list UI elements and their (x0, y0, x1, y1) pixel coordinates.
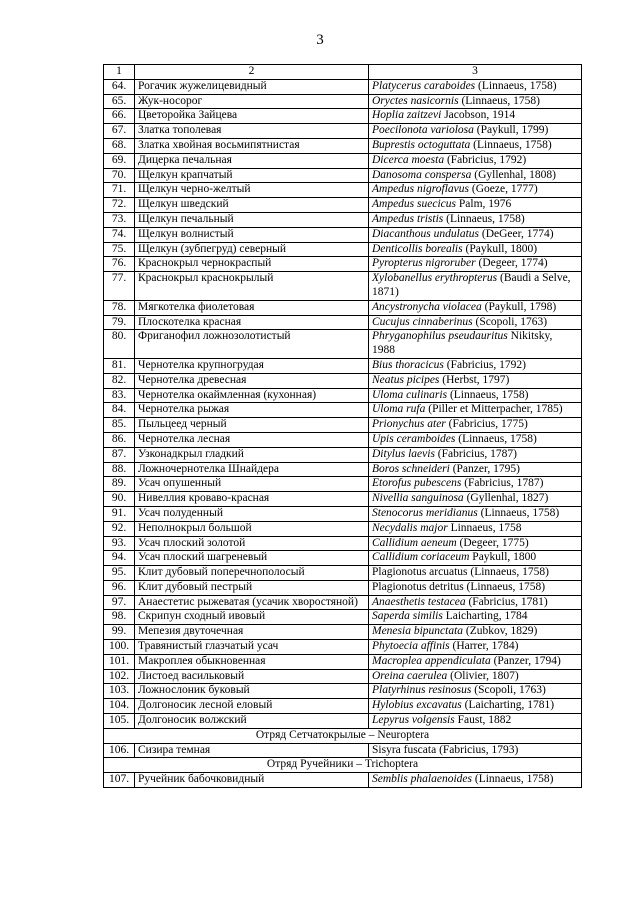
latin-name-cell (369, 358, 582, 373)
latin-binomial: Prionychus ater (372, 418, 446, 431)
latin-binomial: Saperda similis (372, 610, 443, 623)
row-number: 69. (104, 153, 135, 168)
author-citation: Laicharting, 1784 (442, 610, 528, 623)
latin-binomial: Poecilonota variolosa (372, 124, 474, 137)
russian-name: Ручейник бабочковидный (135, 773, 369, 788)
table-row (104, 625, 582, 640)
table-row (104, 373, 582, 388)
row-number: 66. (104, 109, 135, 124)
russian-name: Мепезия двуточечная (135, 625, 369, 640)
latin-binomial: Oreina caerulea (372, 669, 448, 682)
row-number: 91. (104, 506, 135, 521)
latin-name-cell (369, 330, 582, 359)
russian-name: Клит дубовый поперечнополосый (135, 566, 369, 581)
latin-binomial: Bius thoracicus (372, 358, 444, 371)
row-number: 86. (104, 432, 135, 447)
latin-binomial: Upis ceramboides (372, 432, 456, 445)
author-citation: (Fabricius, 1787) (434, 447, 518, 460)
latin-binomial: Callidium coriaceum (372, 551, 470, 564)
russian-name: Дицерка печальная (135, 153, 369, 168)
author-citation: (Scopoli, 1763) (471, 684, 546, 697)
table-row (104, 198, 582, 213)
table-row (104, 94, 582, 109)
row-number: 102. (104, 669, 135, 684)
author-citation: Nikitsky, 1988 (372, 330, 553, 357)
russian-name: Сизира темная (135, 743, 369, 758)
russian-name: Щелкун крапчатый (135, 168, 369, 183)
author-citation: (Fabricius, 1775) (445, 418, 528, 431)
table-row (104, 654, 582, 669)
author-citation: (Linnaeus, 1758) (475, 79, 557, 92)
russian-name: Рогачик жужелицевидный (135, 79, 369, 94)
section-title: Отряд Сетчатокрылые – Neuroptera (104, 728, 582, 743)
latin-binomial: Necydalis major (372, 521, 448, 534)
russian-name: Щелкун волнистый (135, 227, 369, 242)
latin-binomial: Boros schneideri (372, 462, 450, 475)
row-number: 94. (104, 551, 135, 566)
latin-name-cell (369, 300, 582, 315)
row-number: 97. (104, 595, 135, 610)
row-number: 104. (104, 699, 135, 714)
russian-name: Краснокрыл краснокрылый (135, 272, 369, 301)
latin-binomial: Pyropterus nigroruber (372, 257, 476, 270)
author-citation: (Linnaeus, 1758) (458, 94, 541, 107)
latin-name-cell (369, 183, 582, 198)
table-row (104, 138, 582, 153)
table-row (104, 521, 582, 536)
russian-name: Усач опушенный (135, 477, 369, 492)
table-row (104, 699, 582, 714)
table-row (104, 300, 582, 315)
author-citation: (Baudi a Selve, 1871) (372, 272, 571, 298)
row-number: 73. (104, 212, 135, 227)
row-number: 93. (104, 536, 135, 551)
author-citation: (DeGeer, 1774) (479, 227, 554, 240)
latin-name-cell (369, 447, 582, 462)
russian-name: Макроплея обыкновенная (135, 654, 369, 669)
table-row (104, 388, 582, 403)
latin-name-cell (369, 124, 582, 139)
table-row (104, 447, 582, 462)
author-citation: Plagionotus arcuatus (Linnaeus, 1758) (372, 566, 549, 579)
table-row (104, 79, 582, 94)
table-row (104, 506, 582, 521)
latin-name-cell (369, 432, 582, 447)
section-title: Отряд Ручейники – Trichoptera (104, 758, 582, 773)
latin-name-cell (369, 580, 582, 595)
author-citation: (Linnaeus, 1758) (443, 212, 525, 225)
russian-name: Клит дубовый пестрый (135, 580, 369, 595)
row-number: 67. (104, 124, 135, 139)
russian-name: Жук-носорог (135, 94, 369, 109)
latin-name-cell (369, 610, 582, 625)
latin-name-cell (369, 373, 582, 388)
latin-name-cell (369, 388, 582, 403)
latin-binomial: Ancystronycha violacea (372, 300, 482, 313)
table-row (104, 358, 582, 373)
author-citation: (Paykull, 1799) (473, 124, 549, 137)
table-row (104, 536, 582, 551)
russian-name: Травянистый глазчатый усач (135, 640, 369, 655)
russian-name: Щелкун печальный (135, 212, 369, 227)
latin-binomial: Phytoecia affinis (372, 640, 450, 653)
latin-binomial: Diacanthous undulatus (372, 227, 480, 240)
latin-binomial: Anaesthetis testacea (372, 595, 466, 608)
latin-name-cell (369, 595, 582, 610)
latin-name-cell (369, 315, 582, 330)
table-row (104, 432, 582, 447)
latin-binomial: Cucujus cinnaberinus (372, 315, 473, 328)
latin-name-cell (369, 257, 582, 272)
latin-binomial: Buprestis octoguttata (372, 138, 471, 151)
table-row (104, 714, 582, 729)
russian-name: Ложночернотелка Шнайдера (135, 462, 369, 477)
author-citation: Linnaeus, 1758 (447, 521, 522, 534)
table-row (104, 580, 582, 595)
author-citation: (Degeer, 1774) (475, 257, 548, 270)
russian-name: Анаестетис рыжеватая (усачик хворостяной) (135, 595, 369, 610)
latin-name-cell (369, 773, 582, 788)
latin-name-cell (369, 198, 582, 213)
latin-binomial: Xylobanellus erythropterus (372, 272, 498, 285)
author-citation: (Linnaeus, 1758) (447, 388, 529, 401)
latin-name-cell (369, 212, 582, 227)
author-citation: Palm, 1976 (456, 198, 512, 211)
table-row (104, 315, 582, 330)
table-row (104, 153, 582, 168)
latin-binomial: Dicerca moesta (372, 153, 445, 166)
row-number: 98. (104, 610, 135, 625)
latin-name-cell (369, 640, 582, 655)
row-number: 101. (104, 654, 135, 669)
row-number: 68. (104, 138, 135, 153)
author-citation: (Linnaeus, 1758) (477, 506, 560, 519)
russian-name: Златка хвойная восьмипятнистая (135, 138, 369, 153)
author-citation: (Zubkov, 1829) (463, 625, 538, 638)
row-number: 106. (104, 743, 135, 758)
latin-binomial: Ampedus suecicus (372, 198, 456, 211)
row-number: 74. (104, 227, 135, 242)
species-table (103, 64, 582, 788)
table-row (104, 610, 582, 625)
latin-name-cell (369, 168, 582, 183)
row-number: 99. (104, 625, 135, 640)
row-number: 85. (104, 418, 135, 433)
row-number: 88. (104, 462, 135, 477)
russian-name: Цветоройка Зайцева (135, 109, 369, 124)
table-row (104, 462, 582, 477)
author-citation: (Olivier, 1807) (447, 669, 519, 682)
russian-name: Краснокрыл чернокраспый (135, 257, 369, 272)
russian-name: Щелкун (зубпегруд) северный (135, 242, 369, 257)
table-row (104, 492, 582, 507)
author-citation: (Paykull, 1798) (481, 300, 557, 313)
russian-name: Чернотелка рыжая (135, 403, 369, 418)
author-citation: Plagionotus detritus (Linnaeus, 1758) (372, 580, 546, 593)
latin-binomial: Phryganophilus pseudauritus (372, 330, 508, 343)
latin-name-cell (369, 521, 582, 536)
russian-name: Скрипун сходный ивовый (135, 610, 369, 625)
row-number: 71. (104, 183, 135, 198)
latin-binomial: Platycerus caraboides (372, 79, 476, 92)
latin-binomial: Ampedus nigroflavus (372, 183, 469, 196)
latin-name-cell (369, 403, 582, 418)
table-row (104, 640, 582, 655)
latin-name-cell (369, 138, 582, 153)
latin-binomial: Hylobius excavatus (372, 699, 462, 712)
table-header-row (104, 65, 582, 80)
latin-name-cell (369, 536, 582, 551)
latin-name-cell (369, 79, 582, 94)
latin-binomial: Uloma culinaris (372, 388, 448, 401)
author-citation: (Fabricius, 1792) (444, 153, 527, 166)
latin-binomial: Danosoma conspersa (372, 168, 472, 181)
table-row (104, 684, 582, 699)
table-row (104, 773, 582, 788)
header-col-3: 3 (369, 65, 582, 80)
row-number: 84. (104, 403, 135, 418)
header-col-2: 2 (135, 65, 369, 80)
table-row (104, 669, 582, 684)
russian-name: Плоскотелка красная (135, 315, 369, 330)
header-col-1: 1 (104, 65, 135, 80)
latin-binomial: Menesia bipunctata (372, 625, 464, 638)
table-row (104, 743, 582, 758)
russian-name: Щелкун шведский (135, 198, 369, 213)
latin-name-cell (369, 714, 582, 729)
latin-name-cell (369, 492, 582, 507)
row-number: 96. (104, 580, 135, 595)
latin-name-cell (369, 566, 582, 581)
russian-name: Мягкотелка фиолетовая (135, 300, 369, 315)
latin-name-cell (369, 669, 582, 684)
russian-name: Чернотелка окаймленная (кухонная) (135, 388, 369, 403)
russian-name: Чернотелка крупногрудая (135, 358, 369, 373)
author-citation: (Panzer, 1794) (490, 654, 561, 667)
table-row (104, 168, 582, 183)
row-number: 75. (104, 242, 135, 257)
author-citation: Sisyra fuscata (Fabricius, 1793) (372, 743, 519, 756)
section-header-row (104, 758, 582, 773)
russian-name: Усач полуденный (135, 506, 369, 521)
latin-binomial: Ampedus tristis (372, 212, 444, 225)
russian-name: Пыльцеед черный (135, 418, 369, 433)
latin-name-cell (369, 684, 582, 699)
author-citation: (Panzer, 1795) (449, 462, 520, 475)
latin-binomial: Oryctes nasicornis (372, 94, 459, 107)
row-number: 65. (104, 94, 135, 109)
latin-name-cell (369, 153, 582, 168)
row-number: 64. (104, 79, 135, 94)
russian-name: Усач плоский золотой (135, 536, 369, 551)
row-number: 78. (104, 300, 135, 315)
russian-name: Усач плоский шагреневый (135, 551, 369, 566)
table-row (104, 330, 582, 359)
author-citation: Paykull, 1800 (469, 551, 537, 564)
russian-name: Златка тополевая (135, 124, 369, 139)
row-number: 70. (104, 168, 135, 183)
latin-binomial: Callidium aeneum (372, 536, 457, 549)
row-number: 79. (104, 315, 135, 330)
table-row (104, 124, 582, 139)
row-number: 76. (104, 257, 135, 272)
latin-binomial: Nivellia sanguinosa (372, 492, 464, 505)
author-citation: Jacobson, 1914 (441, 109, 516, 122)
table-row (104, 566, 582, 581)
russian-name: Долгоносик волжский (135, 714, 369, 729)
row-number: 92. (104, 521, 135, 536)
row-number: 83. (104, 388, 135, 403)
table-row (104, 227, 582, 242)
row-number: 80. (104, 330, 135, 359)
author-citation: (Laicharting, 1781) (461, 699, 555, 712)
latin-name-cell (369, 462, 582, 477)
row-number: 77. (104, 272, 135, 301)
author-citation: (Fabricius, 1787) (461, 477, 544, 490)
latin-binomial: Stenocorus meridianus (372, 506, 478, 519)
author-citation: Faust, 1882 (454, 714, 512, 727)
row-number: 89. (104, 477, 135, 492)
table-row (104, 403, 582, 418)
latin-name-cell (369, 242, 582, 257)
author-citation: (Gyllenhal, 1827) (463, 492, 549, 505)
table-row (104, 477, 582, 492)
russian-name: Ложнослоник буковый (135, 684, 369, 699)
table-row (104, 242, 582, 257)
row-number: 107. (104, 773, 135, 788)
russian-name: Щелкун черно-желтый (135, 183, 369, 198)
russian-name: Чернотелка лесная (135, 432, 369, 447)
russian-name: Узконадкрыл гладкий (135, 447, 369, 462)
latin-name-cell (369, 743, 582, 758)
latin-binomial: Hoplia zaitzevi (372, 109, 442, 122)
author-citation: (Fabricius, 1781) (465, 595, 548, 608)
latin-name-cell (369, 551, 582, 566)
latin-binomial: Uloma rufa (372, 403, 426, 416)
latin-binomial: Etorofus pubescens (372, 477, 462, 490)
author-citation: (Paykull, 1800) (462, 242, 538, 255)
latin-binomial: Semblis phalaenoides (372, 773, 472, 786)
latin-binomial: Macroplea appendiculata (372, 654, 491, 667)
author-citation: (Goeze, 1777) (469, 183, 538, 196)
latin-name-cell (369, 418, 582, 433)
russian-name: Нивеллия кроваво-красная (135, 492, 369, 507)
page-number: 3 (316, 32, 324, 48)
latin-name-cell (369, 625, 582, 640)
russian-name: Долгоносик лесной еловый (135, 699, 369, 714)
russian-name: Листоед васильковый (135, 669, 369, 684)
latin-name-cell (369, 654, 582, 669)
table-row (104, 257, 582, 272)
latin-binomial: Platyrhinus resinosus (372, 684, 472, 697)
author-citation: (Herbst, 1797) (439, 373, 510, 386)
row-number: 82. (104, 373, 135, 388)
latin-name-cell (369, 272, 582, 301)
section-header-row (104, 728, 582, 743)
latin-name-cell (369, 506, 582, 521)
author-citation: (Harrer, 1784) (449, 640, 519, 653)
row-number: 100. (104, 640, 135, 655)
row-number: 105. (104, 714, 135, 729)
author-citation: (Fabricius, 1792) (443, 358, 526, 371)
row-number: 103. (104, 684, 135, 699)
latin-binomial: Denticollis borealis (372, 242, 463, 255)
latin-name-cell (369, 109, 582, 124)
row-number: 90. (104, 492, 135, 507)
row-number: 81. (104, 358, 135, 373)
author-citation: (Linnaeus, 1758) (471, 773, 554, 786)
table-row (104, 418, 582, 433)
row-number: 72. (104, 198, 135, 213)
table-row (104, 183, 582, 198)
latin-name-cell (369, 477, 582, 492)
latin-binomial: Lepyrus volgensis (372, 714, 455, 727)
table-row (104, 212, 582, 227)
latin-name-cell (369, 699, 582, 714)
author-citation: (Linnaeus, 1758) (455, 432, 537, 445)
russian-name: Неполнокрыл большой (135, 521, 369, 536)
table-row (104, 272, 582, 301)
author-citation: (Scopoli, 1763) (472, 315, 548, 328)
latin-name-cell (369, 94, 582, 109)
table-row (104, 595, 582, 610)
author-citation: (Gyllenhal, 1808) (471, 168, 556, 181)
latin-name-cell (369, 227, 582, 242)
author-citation: (Piller et Mitterpacher, 1785) (425, 403, 563, 416)
latin-binomial: Ditylus laevis (372, 447, 435, 460)
table-row (104, 109, 582, 124)
author-citation: (Degeer, 1775) (456, 536, 529, 549)
russian-name: Фриганофил ложнозолотистый (135, 330, 369, 359)
table-row (104, 551, 582, 566)
latin-binomial: Neatus picipes (372, 373, 440, 386)
russian-name: Чернотелка древесная (135, 373, 369, 388)
row-number: 95. (104, 566, 135, 581)
author-citation: (Linnaeus, 1758) (470, 138, 552, 151)
row-number: 87. (104, 447, 135, 462)
